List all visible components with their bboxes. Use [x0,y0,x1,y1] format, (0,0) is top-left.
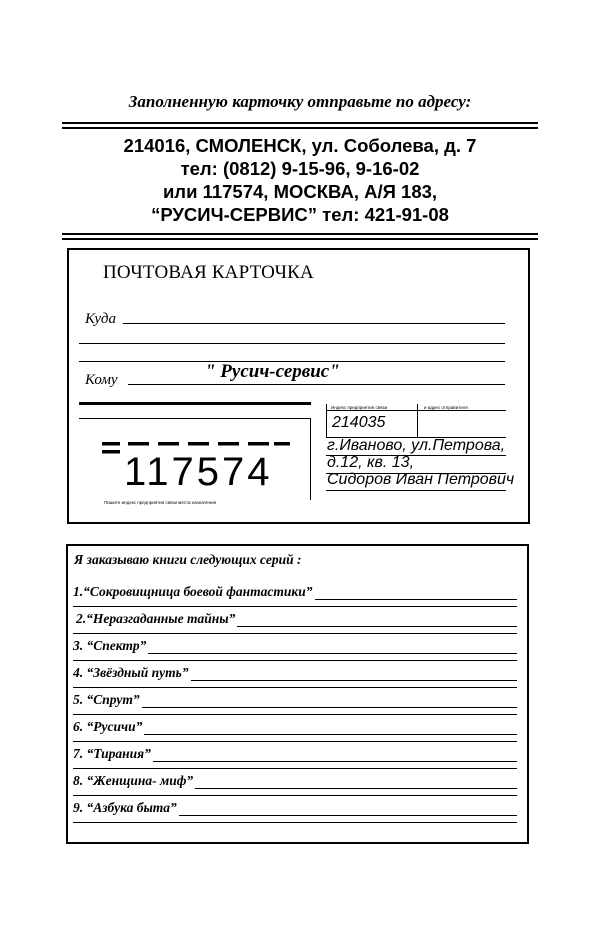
order-item-underline [73,633,517,634]
postal-code-digits: 117574 [124,450,273,494]
order-item-label: 9. “Азбука быта” [73,800,177,815]
order-item-line[interactable] [142,707,517,708]
address-line-3: или 117574, МОСКВА, А/Я 183, [162,181,438,202]
divider-bottom-1 [62,233,538,235]
postal-code-caption: Пишите индекс предприятия связи места назначения [104,500,217,505]
order-item-underline [73,714,517,715]
order-item-label: 6. “Русичи” [73,719,143,734]
order-item-underline [73,795,517,796]
instruction-text: Заполненную карточку отправьте по адресу: [128,92,472,111]
divider-top-1 [62,122,538,124]
order-item-underline [73,660,517,661]
sender-address-line-2: д.12, кв. 13, [327,454,415,471]
order-item-underline [73,822,517,823]
order-item-underline [73,741,517,742]
order-item-line[interactable] [153,761,517,762]
address-line-2: тел: (0812) 9-15-96, 9-16-02 [180,158,420,179]
sender-address-line-3: Сидоров Иван Петрович [327,471,515,488]
address-line-1: 214016, СМОЛЕНСК, ул. Соболева, д. 7 [123,135,477,156]
order-item-label: 3. “Спектр” [73,638,147,653]
to-address-line-1[interactable] [123,323,505,324]
sender-address-line-1: г.Иваново, ул.Петрова, [327,437,506,454]
order-item-label: 7. “Тирания” [73,746,151,761]
order-item-line[interactable] [179,815,517,816]
sender-label-line [326,410,506,411]
order-item-line[interactable] [148,653,517,654]
whom-line[interactable] [128,384,505,385]
order-item-line[interactable] [195,788,517,789]
order-title: Я заказываю книги следующих серий : [74,552,302,567]
divider-bottom-2 [62,238,538,240]
whom-value: " Русич-сервис" [205,361,340,382]
order-item-label: 8. “Женщина- миф” [73,773,194,788]
order-item-line[interactable] [315,599,517,600]
whom-thick-line [79,402,311,405]
whom-label: Кому [85,372,118,388]
divider-top-2 [62,127,538,129]
postal-code-top-line [79,418,311,419]
postal-code-right-line [310,418,311,500]
to-label: Куда [85,311,117,327]
order-item-line[interactable] [144,734,517,735]
order-item-label: 5. “Спрут” [73,692,140,707]
sender-index: 214035 [332,414,386,431]
order-item-label: 4. “Звёздный путь” [73,665,189,680]
order-item-label: 2.“Неразгаданные тайны” [76,611,236,626]
postcard-title: ПОЧТОВАЯ КАРТОЧКА [103,262,314,283]
order-item-underline [73,606,517,607]
sender-line-3[interactable] [326,490,506,491]
order-item-underline [73,768,517,769]
order-item-underline [73,687,517,688]
order-item-line[interactable] [237,626,517,627]
sender-index-label: Индекс предприятия связи [331,405,388,410]
address-line-4: “РУСИЧ-СЕРВИС” тел: 421-91-08 [151,204,449,225]
sender-address-label: и адрес отправителя [424,405,468,410]
order-item-label: 1.“Сокровищница боевой фантастики” [73,584,313,599]
to-address-line-2[interactable] [79,343,505,344]
order-item-line[interactable] [191,680,517,681]
